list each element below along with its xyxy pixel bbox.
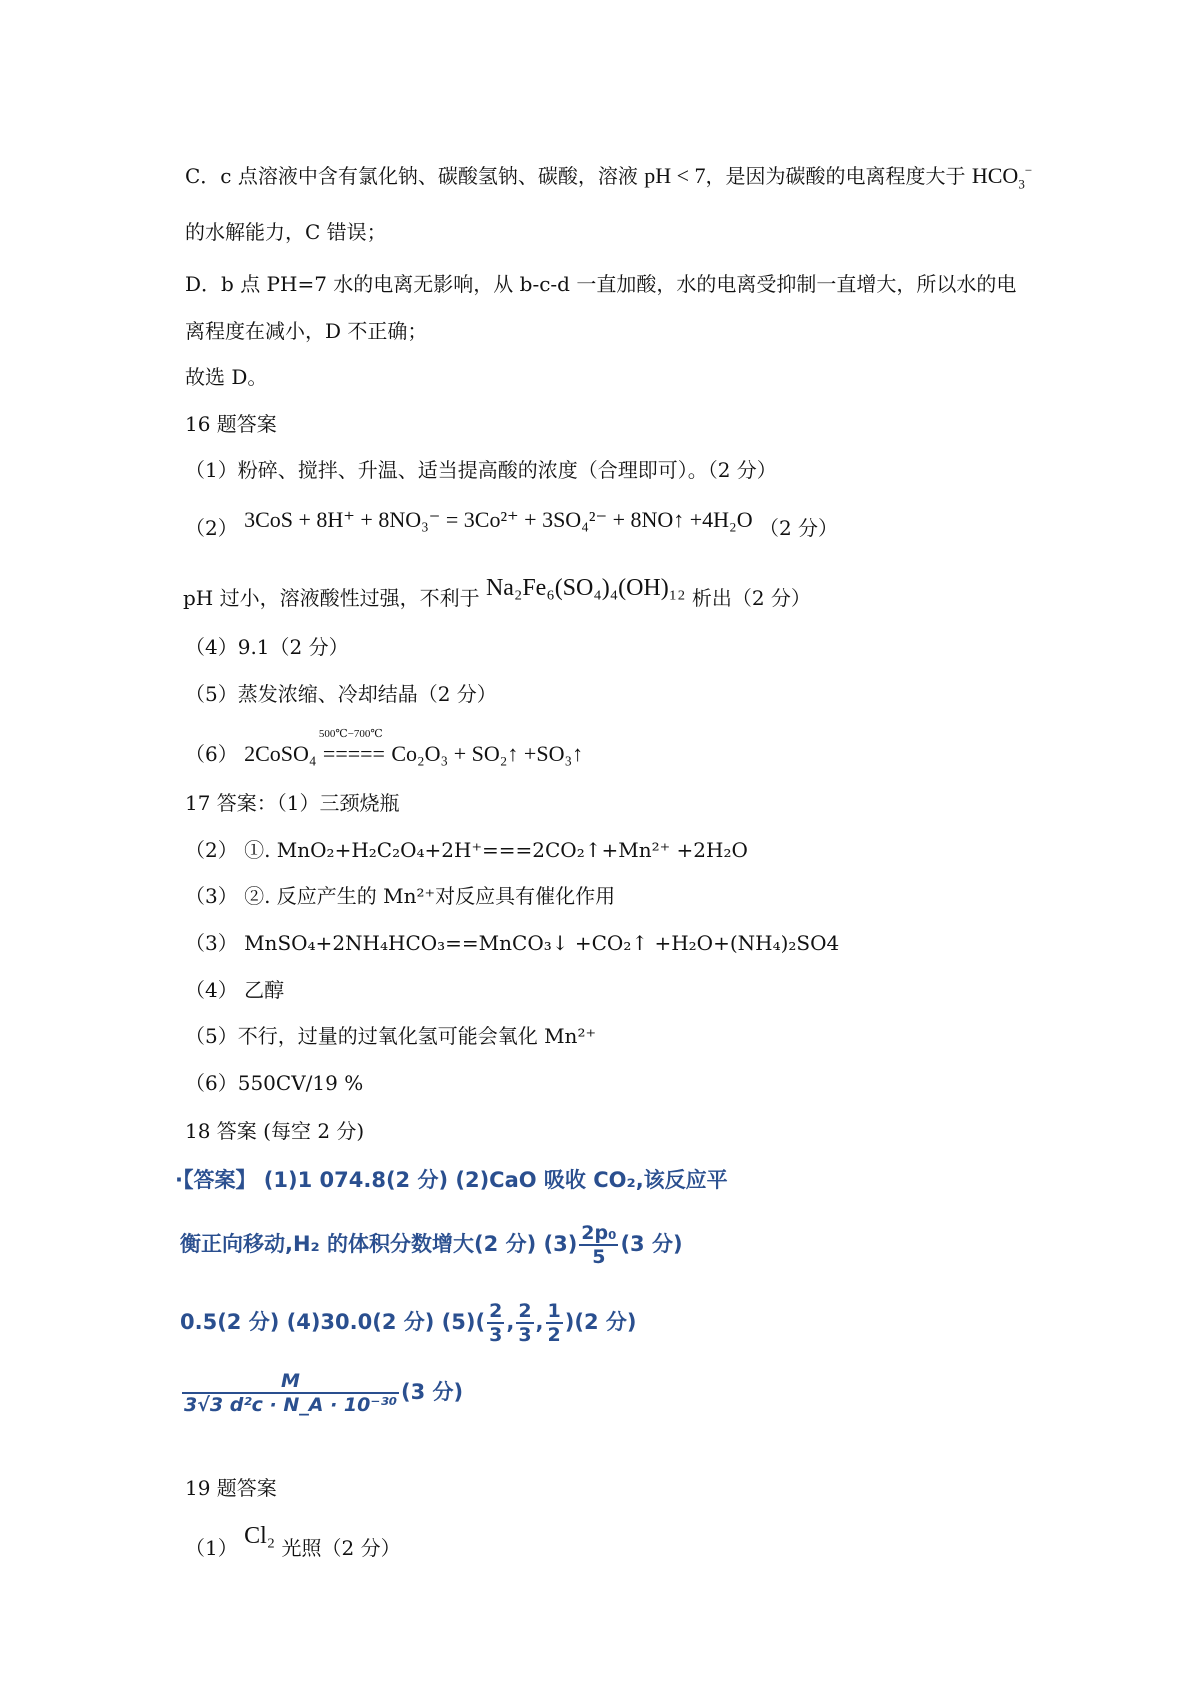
q18-heading: 18 答案 (每空 2 分) bbox=[185, 1119, 365, 1143]
q16-equation: 3CoS + 8H⁺ + 8NO₃⁻ = 3Co²⁺ + 3SO₄²⁻ + 8NO↑ +4H₂O bbox=[244, 507, 753, 532]
q16-formula: Na₂Fe₆(SO₄)₄(OH)₁₂ bbox=[485, 575, 686, 601]
fraction: $\frac{2}{3}$ bbox=[518, 1300, 532, 1346]
q16-answer-2: （2） 3CoS + 8H⁺ + 8NO₃⁻ = 3Co²⁺ + 3SO₄²⁻ + 8NO↑ +4H₂O （2 分） bbox=[185, 507, 839, 540]
q16-answer-3: pH 过小，溶液酸性过强，不利于 Na₂Fe₆(SO₄)₄(OH)₁₂ 析出（2 分） bbox=[183, 575, 811, 610]
scan-line-3: 0.5(2 分) (4)30.0(2 分) (5)( $\frac{2}{3}$ , $\frac{2}{3}$ , $\frac{1}{2}$ )(2 分) bbox=[180, 1300, 637, 1346]
fraction: $\frac{\text{2p₀}}{5}$ bbox=[581, 1222, 617, 1268]
fraction: $\frac{M}{\text{3√3 d²c · N\_A · 10⁻³⁰}}$ bbox=[184, 1370, 398, 1416]
q17-answer-3b: （3） MnSO₄+2NH₄HCO₃==MnCO₃↓ +CO₂↑ +H₂O+(NH₄)₂SO4 bbox=[185, 931, 840, 955]
fraction: $\frac{2}{3}$ bbox=[489, 1300, 503, 1346]
option-c-line1: C．c 点溶液中含有氯化钠、碳酸氢钠、碳酸，溶液 pH < 7，是因为碳酸的电离程度大于 $HCO_3^-$ bbox=[185, 162, 1033, 192]
q17-heading: 17 答案：（1）三颈烧瓶 bbox=[185, 791, 400, 815]
fraction: $\frac{1}{2}$ bbox=[547, 1300, 561, 1346]
q17-answer-3a: （3） ②. 反应产生的 Mn²⁺对反应具有催化作用 bbox=[185, 884, 616, 908]
q16-answer-4: （4）9.1（2 分） bbox=[185, 635, 349, 659]
q19-heading: 19 题答案 bbox=[185, 1476, 277, 1500]
q17-answer-6: （6）550CV/19 % bbox=[185, 1071, 364, 1095]
q16-answer-1: （1）粉碎、搅拌、升温、适当提高酸的浓度（合理即可）。（2 分） bbox=[185, 458, 777, 482]
q17-answer-4: （4） 乙醇 bbox=[185, 978, 285, 1002]
option-d-line2: 离程度在减小，D 不正确； bbox=[185, 319, 428, 343]
option-d-line1: D．b 点 PH=7 水的电离无影响，从 b-c-d 一直加酸，水的电离受抑制一直增大，所以水的电 bbox=[185, 272, 1017, 296]
scan-line-4: $\frac{M}{\text{3√3 d²c · N\_A · 10⁻³⁰}}$ (3 分) bbox=[184, 1370, 464, 1416]
q17-answer-5: （5）不行，过量的过氧化氢可能会氧化 Mn²⁺ bbox=[185, 1024, 597, 1048]
q16-heading: 16 题答案 bbox=[185, 412, 277, 436]
scan-line-1: ·【答案】 (1)1 074.8(2 分) (2)CaO 吸收 CO₂,该反应平 bbox=[175, 1168, 728, 1192]
final-choice: 故选 D。 bbox=[185, 365, 268, 389]
scan-line-2: 衡正向移动,H₂ 的体积分数增大(2 分) (3) $\frac{\text{2p₀}}{5}$ (3 分) bbox=[180, 1222, 683, 1268]
q16-answer-5: （5）蒸发浓缩、冷却结晶（2 分） bbox=[185, 682, 497, 706]
q17-answer-2: （2） ①. MnO₂+H₂C₂O₄+2H⁺===2CO₂↑+Mn²⁺ +2H₂O bbox=[185, 838, 748, 862]
option-c-line2: 的水解能力，C 错误； bbox=[185, 220, 387, 244]
q16-answer-6: （6） 2CoSO₄ 500℃−700℃ ===== Co₂O₃ + SO₂↑ +SO₃↑ bbox=[185, 728, 584, 766]
q19-answer-1: （1） Cl₂ 光照（2 分） bbox=[185, 1523, 401, 1560]
